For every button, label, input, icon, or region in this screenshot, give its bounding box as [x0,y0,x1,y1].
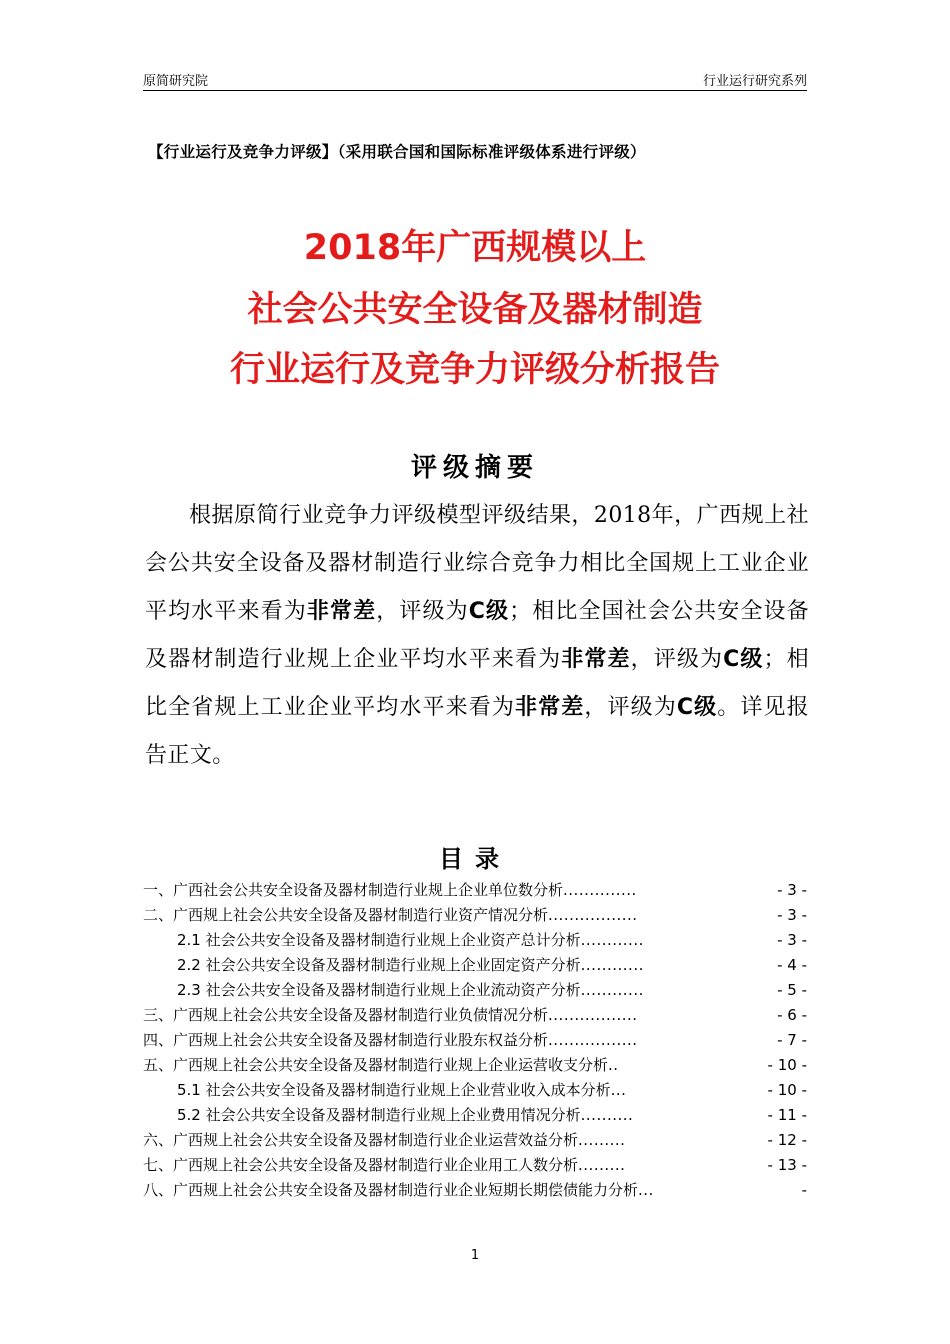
toc-entry[interactable] [143,1003,807,1028]
summary-rating-grade: C级 [723,647,764,672]
summary-text: ；相比全国社会公共安全设备及器材制造行业规上企业平均水平来看为 [145,599,809,672]
toc-leader-dots: ... [610,1081,627,1099]
toc-entry[interactable] [143,903,807,928]
toc-entry-title: 二、广西规上社会公共安全设备及器材制造行业资产情况分析 [143,906,549,924]
summary-text: ，评级为 [584,695,677,720]
toc-entry-title: 5.2 社会公共安全设备及器材制造行业规上企业费用情况分析 [177,1106,581,1124]
toc-entry-title: 七、广西规上社会公共安全设备及器材制造行业企业用工人数分析 [143,1156,579,1174]
summary-rating-grade: C级 [468,599,510,624]
toc-entry-page: - 11 - [768,1103,807,1128]
toc-entry-page: - 13 - [768,1153,807,1178]
toc-subentry[interactable] [143,978,807,1003]
toc-leader-dots: ......... [578,1156,626,1174]
report-title-line-2: 社会公共安全设备及器材制造 [247,290,703,330]
toc-entry-page: - 3 - [777,878,807,903]
toc-leader-dots: ............ [580,956,644,974]
toc-entry[interactable] [143,1178,807,1203]
toc-entry-title: 五、广西规上社会公共安全设备及器材制造行业规上企业运营收支分析 [143,1056,609,1074]
summary-rating-word: 非常差 [514,695,585,720]
toc-entry-page: - 7 - [777,1028,807,1053]
table-of-contents [143,878,807,1203]
header-publisher: 原简研究院 [143,74,209,89]
summary-text: 根据原简行业竞争力评级模型评级结果，2018年，广西规上社会公共安全设备及器材制造行业综合竞争力相比全国规上工业企业平均水平来看为 [145,503,809,624]
summary-paragraph [145,492,809,780]
toc-entry-page: - [802,1178,807,1203]
toc-leader-dots: ................. [548,1031,638,1049]
toc-subentry[interactable] [143,1078,807,1103]
toc-entry-title: 5.1 社会公共安全设备及器材制造行业规上企业营业收入成本分析 [177,1081,611,1099]
toc-entry-page: - 5 - [777,978,807,1003]
summary-rating-grade: C级 [676,695,718,720]
toc-entry-page: - 10 - [768,1078,807,1103]
rating-method-tag: 【行业运行及竞争力评级】（采用联合国和国际标准评级体系进行评级） [148,143,646,161]
toc-subentry[interactable] [143,953,807,978]
toc-entry-title: 三、广西规上社会公共安全设备及器材制造行业负债情况分析 [143,1006,549,1024]
page-header [143,66,807,91]
toc-entry-title: 六、广西规上社会公共安全设备及器材制造行业企业运营效益分析 [143,1131,579,1149]
toc-entry-title: 八、广西规上社会公共安全设备及器材制造行业企业短期长期偿债能力分析 [143,1181,639,1199]
toc-entry-title: 2.1 社会公共安全设备及器材制造行业规上企业资产总计分析 [177,931,581,949]
toc-leader-dots: ............ [580,981,644,999]
toc-entry-page: - 3 - [777,928,807,953]
toc-entry-page: - 3 - [777,903,807,928]
summary-text: ，评级为 [630,647,724,672]
toc-leader-dots: ......... [578,1131,626,1149]
toc-entry-title: 2.3 社会公共安全设备及器材制造行业规上企业流动资产分析 [177,981,581,999]
report-title-line-1: 2018年广西规模以上 [303,228,647,268]
summary-rating-word: 非常差 [561,647,631,672]
toc-entry-title: 一、广西社会公共安全设备及器材制造行业规上企业单位数分析 [143,881,564,899]
toc-entry-page: - 10 - [768,1053,807,1078]
summary-heading: 评级摘要 [410,453,539,483]
header-series: 行业运行研究系列 [702,74,807,89]
toc-heading: 目录 [439,845,511,873]
toc-entry-page: - 4 - [777,953,807,978]
toc-leader-dots: ... [638,1181,654,1199]
toc-entry[interactable] [143,878,807,903]
toc-leader-dots: ................. [548,906,638,924]
toc-entry[interactable] [143,1153,807,1178]
summary-text: 。详见报告正文。 [145,695,810,768]
toc-subentry[interactable] [143,1103,807,1128]
toc-leader-dots: ................. [548,1006,638,1024]
toc-entry-title: 2.2 社会公共安全设备及器材制造行业规上企业固定资产分析 [177,956,581,974]
summary-text: ，评级为 [376,599,469,624]
toc-entry-page: - 12 - [768,1128,807,1153]
toc-entry[interactable] [143,1028,807,1053]
toc-subentry[interactable] [143,928,807,953]
toc-leader-dots: .......... [580,1106,634,1124]
page-number: 1 [470,1248,480,1263]
toc-leader-dots: .............. [563,881,637,899]
toc-entry[interactable] [143,1128,807,1153]
report-title-line-3: 行业运行及竞争力评级分析报告 [229,350,720,390]
toc-leader-dots: .. [608,1056,619,1074]
toc-entry-page: - 6 - [777,1003,807,1028]
summary-rating-word: 非常差 [306,599,377,624]
toc-entry-title: 四、广西规上社会公共安全设备及器材制造行业股东权益分析 [143,1031,549,1049]
summary-text: ；相比全省规上工业企业平均水平来看为 [145,647,809,720]
toc-leader-dots: ............ [580,931,644,949]
toc-entry[interactable] [143,1053,807,1078]
